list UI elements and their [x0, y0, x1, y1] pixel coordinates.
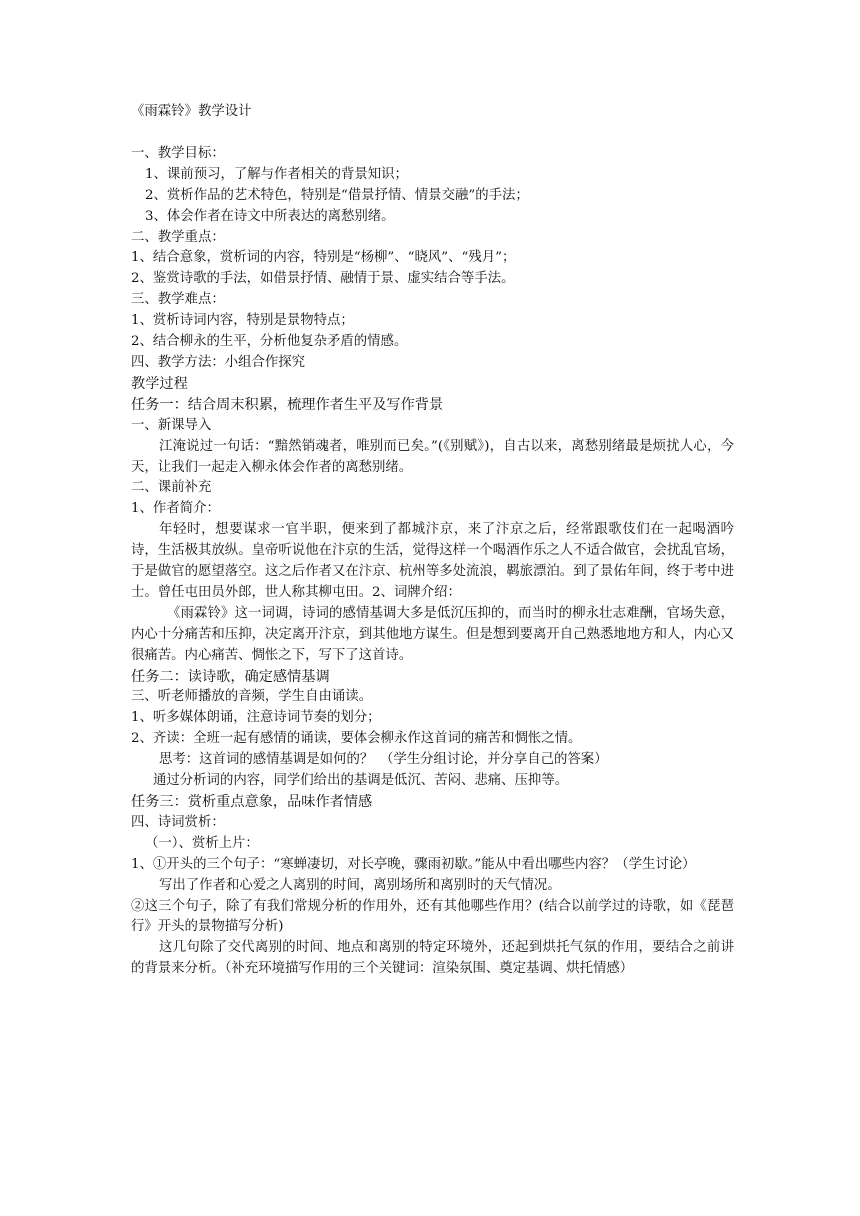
question-paragraph: 1、①开头的三个句子：“寒蝉凄切，对长亭晚，骤雨初歇。”能从中看出哪些内容？（学生讨论）	[131, 856, 696, 872]
difficulties-heading: 三、教学难点：	[131, 292, 225, 308]
key-points-heading: 二、教学重点：	[131, 229, 225, 245]
section-heading: 一、新课导入	[131, 417, 212, 433]
spacer	[131, 123, 734, 144]
answer-line: 写出了作者和心爱之人离别的时间，离别场所和离别时的天气情况。	[159, 877, 561, 893]
section-heading: 三、听老师播放的音频，学生自由诵读。	[131, 689, 373, 705]
objective-item: 1、课前预习，了解与作者相关的背景知识；	[145, 166, 408, 182]
key-point-item: 2、鉴赏诗歌的手法，如借景抒情、融情于景、虚实结合等手法。	[131, 271, 515, 287]
task-heading: 任务一：结合周末积累，梳理作者生平及写作背景	[131, 396, 444, 413]
method-line: 四、教学方法：小组合作探究	[131, 354, 306, 370]
subsection-heading: （一）、赏析上片：	[145, 835, 259, 851]
section-heading: 四、诗词赏析：	[131, 814, 225, 830]
objectives-heading: 一、教学目标：	[131, 145, 225, 161]
difficulty-item: 1、赏析诗词内容，特别是景物特点；	[131, 313, 354, 329]
difficulty-item: 2、结合柳永的生平，分析他复杂矛盾的情感。	[131, 334, 408, 350]
author-paragraph: 年轻时，想要谋求一官半职，便来到了都城汴京，来了汴京之后，经常跟歌伎们在一起喝酒吟诗，生活极其放纵。皇帝听说他在汴京的生活，觉得这样一个喝酒作乐之人不适合做官，会扰乱官场，于是做官的愿望落空。这之后作者又在汴京、杭州等多处流浪，羁旅漂泊。到了景佑年间，终于考中进士。曾任屯田员外郎，世人称其柳屯田。2、词牌介绍：	[131, 522, 734, 600]
objective-item: 3、体会作者在诗文中所表达的离愁别绪。	[145, 208, 395, 224]
author-heading: 1、作者简介：	[131, 501, 220, 517]
think-line: 思考：这首词的感情基调是如何的？ （学生分组讨论，并分享自己的答案）	[159, 752, 608, 768]
question-paragraph: ②这三个句子，除了有我们常规分析的作用外，还有其他哪些作用？(结合以前学过的诗歌，如《琵琶行》开头的景物描写分析)	[131, 898, 734, 935]
intro-paragraph: 江淹说过一句话：“黯然销魂者，唯别而已矣。”(《别赋》)，自古以来，离愁别绪最是烦扰人心，今天，让我们一起走入柳永体会作者的离愁别绪。	[131, 438, 734, 475]
section-heading: 二、课前补充	[131, 480, 212, 496]
answer-paragraph: 这几句除了交代离别的时间、地点和离别的特定环境外，还起到烘托气氛的作用，要结合之前讲的背景来分析。（补充环境描写作用的三个关键词：渲染氛围、奠定基调、烘托情感）	[131, 940, 734, 977]
conclusion-line: 通过分析词的内容，同学们给出的基调是低沉、苦闷、悲痛、压抑等。	[153, 773, 569, 789]
task-heading: 任务二：读诗歌，确定感情基调	[131, 668, 330, 685]
doc-title: 《雨霖铃》教学设计	[131, 104, 252, 119]
reading-item: 2、齐读：全班一起有感情的诵读，要体会柳永作这首词的痛苦和惆怅之情。	[131, 731, 582, 747]
key-point-item: 1、结合意象，赏析词的内容，特别是“杨柳”、“晓风”、“残月”；	[131, 250, 516, 266]
cipai-paragraph: 《雨霖铃》这一词调，诗词的感情基调大多是低沉压抑的，而当时的柳永壮志难酬，官场失意，内心十分痛苦和压抑，决定离开汴京，到其他地方谋生。但是想到要离开自己熟悉地地方和人，内心又很痛苦。内心痛苦、惆怅之下，写下了这首诗。	[131, 605, 734, 663]
process-heading: 教学过程	[131, 375, 188, 392]
task-heading: 任务三：赏析重点意象，品味作者情感	[131, 794, 373, 810]
reading-item: 1、听多媒体朗诵，注意诗词节奏的划分；	[131, 710, 381, 726]
objective-item: 2、赏析作品的艺术特色，特别是“借景抒情、情景交融”的手法；	[145, 187, 529, 203]
